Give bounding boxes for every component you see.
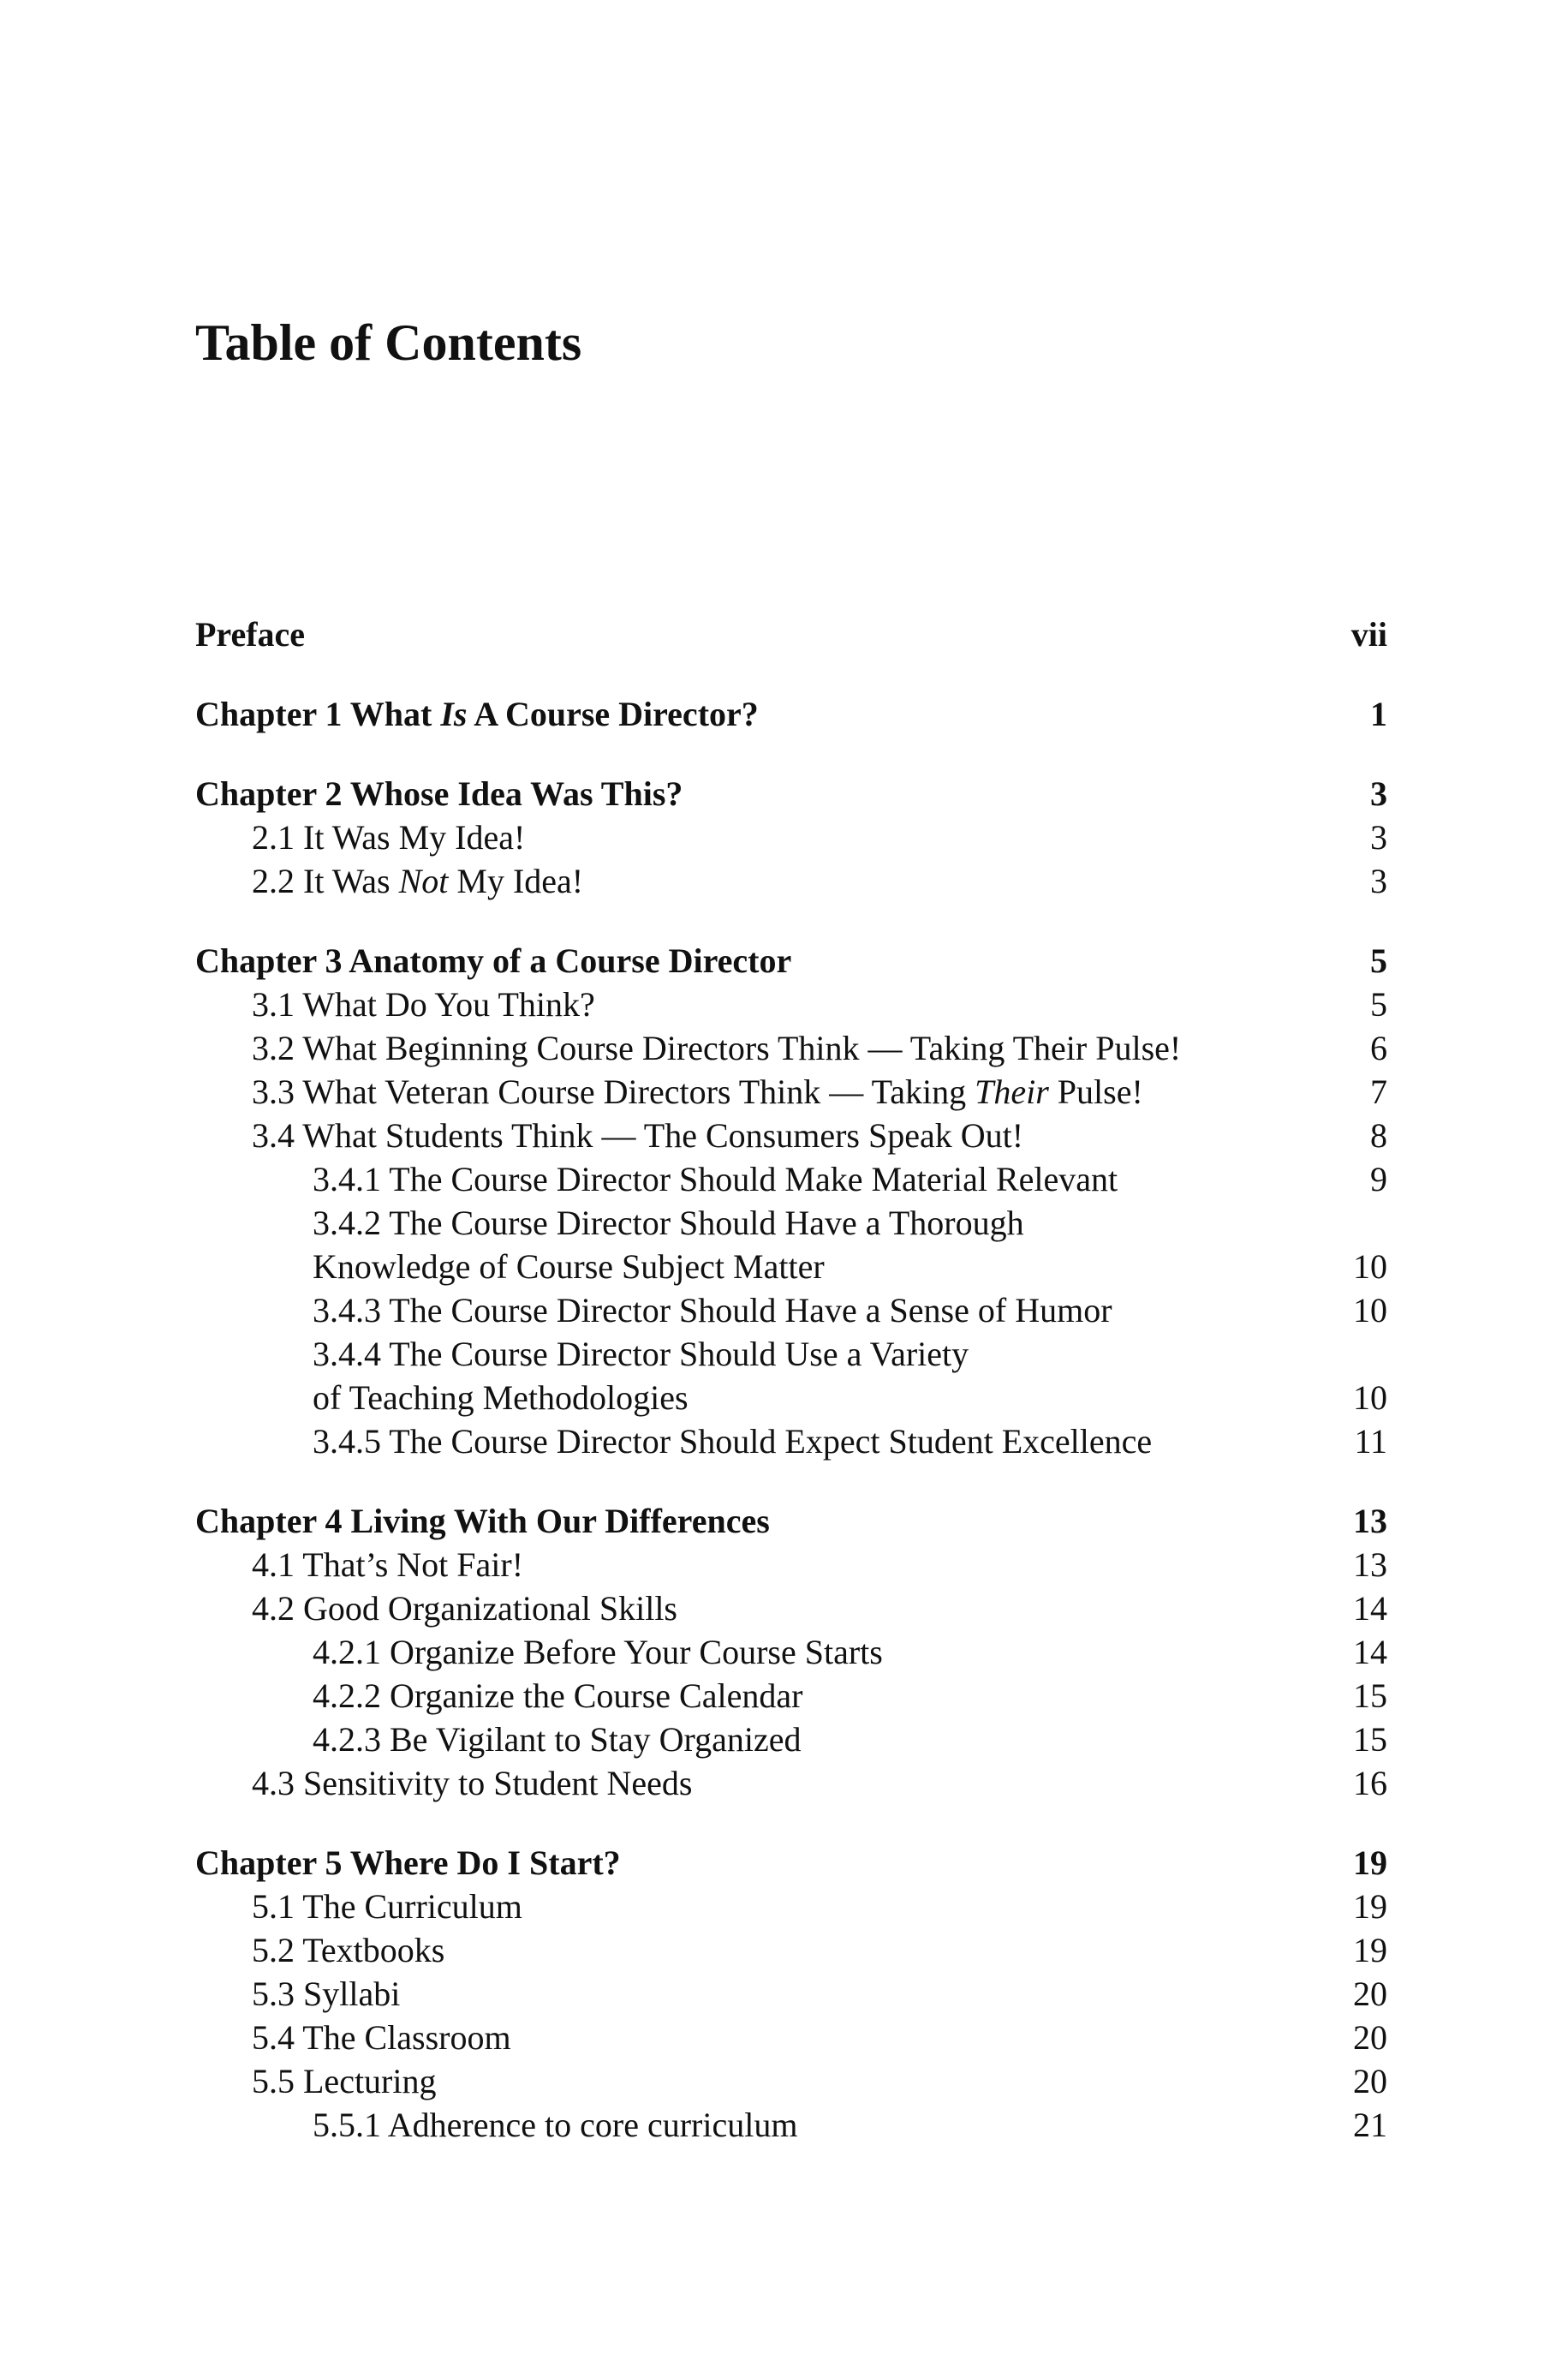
toc-section-entry [195, 1674, 1387, 1718]
toc-entry-title [313, 1422, 1152, 1461]
toc-section-entry [195, 2103, 1387, 2147]
toc-entry-title-text: Chapter 2 Whose Idea Was This? [195, 774, 683, 813]
toc-section-entry [195, 1543, 1387, 1586]
toc-entry-title-text: of Teaching Methodologies [313, 1378, 689, 1417]
toc-entry-title [313, 1676, 802, 1715]
toc-entry-title-text: A Course Director? [467, 695, 759, 733]
toc-section-entry [195, 1157, 1387, 1201]
toc-entry-title-text: 4.3 Sensitivity to Student Needs [252, 1764, 693, 1802]
page-title: Table of Contents [195, 314, 582, 371]
toc-section-entry [195, 1885, 1387, 1928]
toc-page-number: 19 [1353, 1887, 1387, 1926]
toc-page-number: 10 [1353, 1247, 1387, 1286]
toc-section-entry [195, 1761, 1387, 1805]
toc-entry-title-italic: Is [440, 695, 468, 733]
toc-page-number: 20 [1353, 2062, 1387, 2100]
toc-entry-title [252, 1029, 1181, 1067]
toc-section-entry [195, 1026, 1387, 1070]
toc-entry-title-text: 3.4.1 The Course Director Should Make Material Relevant [313, 1160, 1118, 1198]
toc-entry-title-text: 2.2 It Was [252, 862, 399, 900]
toc-section-entry [195, 1419, 1387, 1463]
toc-entry-title [313, 1335, 969, 1373]
toc-chapter-entry [195, 692, 1387, 736]
toc-entry-title-text: 5.4 The Classroom [252, 2018, 511, 2057]
toc-page-number: 14 [1353, 1589, 1387, 1628]
toc-chapter-entry [195, 772, 1387, 816]
toc-section-entry [195, 1245, 1387, 1288]
toc-entry-title [313, 1204, 1024, 1242]
toc-page-number: 20 [1353, 1975, 1387, 2013]
toc-page-number: 9 [1370, 1160, 1387, 1198]
toc-entry-title-text: 4.2.1 Organize Before Your Course Starts [313, 1633, 883, 1671]
toc-entry-title [313, 1378, 689, 1417]
toc-entry-title [195, 1843, 621, 1882]
toc-entry-title [252, 1975, 400, 2013]
toc-page-number: 21 [1353, 2106, 1387, 2144]
toc-entry-title [252, 818, 525, 857]
toc-entry-title [195, 774, 683, 813]
toc-entry-title-text: Knowledge of Course Subject Matter [313, 1247, 825, 1286]
toc-page-number: 5 [1370, 941, 1387, 980]
toc-entry-title [313, 1247, 825, 1286]
toc-section-entry [195, 1070, 1387, 1114]
toc-entry-title-text: 3.2 What Beginning Course Directors Think — Taking Their Pulse! [252, 1029, 1182, 1067]
toc-section-entry [195, 1332, 1387, 1376]
toc-entry-title [313, 1633, 883, 1671]
toc-entry-title-text: Pulse! [1048, 1072, 1143, 1111]
toc-entry-title-text: 5.5.1 Adherence to core curriculum [313, 2106, 798, 2144]
toc-entry-title-text: 3.4 What Students Think — The Consumers Speak Out! [252, 1116, 1024, 1155]
toc-page-number: 14 [1353, 1633, 1387, 1671]
toc-section-entry [195, 1201, 1387, 1245]
toc-entry-title-italic: Not [398, 862, 449, 900]
toc-entry-title-text: 5.5 Lecturing [252, 2062, 437, 2100]
toc-entry-title [252, 1545, 523, 1584]
toc-page-number: 10 [1353, 1378, 1387, 1417]
toc-page-number: 7 [1370, 1072, 1387, 1111]
toc-page-number: 15 [1353, 1676, 1387, 1715]
toc-section-entry [195, 859, 1387, 903]
toc-entry-title [252, 862, 583, 900]
toc-page-number: 19 [1353, 1931, 1387, 1969]
toc-entry-title-text: 3.4.2 The Course Director Should Have a Thorough [313, 1204, 1024, 1242]
toc-entry-title [195, 941, 791, 980]
toc-section-entry [195, 1376, 1387, 1419]
toc-page-number: 5 [1370, 985, 1387, 1024]
toc-entry-title-text: Chapter 1 What [195, 695, 441, 733]
toc-section-entry [195, 816, 1387, 859]
toc-entry-title-text: 3.4.4 The Course Director Should Use a Variety [313, 1335, 969, 1373]
toc-page-number: 11 [1354, 1422, 1387, 1461]
toc-entry-title [195, 1502, 770, 1540]
toc-section-entry [195, 1586, 1387, 1630]
toc-entry-title-text: Preface [195, 615, 306, 654]
toc-page-number: 6 [1370, 1029, 1387, 1067]
toc-page-number: 19 [1353, 1843, 1387, 1882]
toc-section-entry [195, 1114, 1387, 1157]
toc-chapter-entry [195, 1499, 1387, 1543]
toc-entry-title [195, 615, 305, 654]
toc-entry-title [195, 695, 759, 733]
toc-entry-title-text: 3.3 What Veteran Course Directors Think — Taking [252, 1072, 975, 1111]
toc-chapter-entry [195, 939, 1387, 983]
toc-entry-title-text: 4.2 Good Organizational Skills [252, 1589, 677, 1628]
toc-entry-title [313, 1160, 1118, 1198]
toc-page-number: 13 [1353, 1545, 1387, 1584]
toc-entry-title [252, 1589, 677, 1628]
toc-page-number: 16 [1353, 1764, 1387, 1802]
toc-entry-title-text: 2.1 It Was My Idea! [252, 818, 526, 857]
toc-chapter-entry [195, 612, 1387, 656]
toc-entry-title [252, 2018, 511, 2057]
toc-chapter-entry [195, 1841, 1387, 1885]
toc-section-entry [195, 1718, 1387, 1761]
toc-entry-title [252, 1116, 1023, 1155]
toc-entry-title [313, 1291, 1112, 1329]
toc-page-number: 3 [1370, 818, 1387, 857]
toc-entry-title-text: 4.2.3 Be Vigilant to Stay Organized [313, 1720, 802, 1759]
toc-entry-title-italic: Their [975, 1072, 1049, 1111]
toc-entry-title-text: 4.1 That’s Not Fair! [252, 1545, 524, 1584]
toc-entry-title [313, 1720, 802, 1759]
toc-entry-title-text: 3.4.3 The Course Director Should Have a Sense of Humor [313, 1291, 1112, 1329]
table-of-contents [195, 612, 1387, 2147]
toc-entry-title-text: Chapter 5 Where Do I Start? [195, 1843, 621, 1882]
toc-page-number: 8 [1370, 1116, 1387, 1155]
toc-entry-title [313, 2106, 797, 2144]
toc-entry-title [252, 1931, 444, 1969]
toc-entry-title-text: 5.2 Textbooks [252, 1931, 445, 1969]
toc-section-entry [195, 1928, 1387, 1972]
toc-entry-title [252, 1764, 692, 1802]
toc-entry-title [252, 2062, 437, 2100]
toc-entry-title [252, 1072, 1143, 1111]
toc-entry-title [252, 985, 595, 1024]
toc-entry-title-text: Chapter 3 Anatomy of a Course Director [195, 941, 792, 980]
toc-section-entry [195, 2016, 1387, 2059]
toc-page-number: 3 [1370, 774, 1387, 813]
toc-page-number: 1 [1370, 695, 1387, 733]
toc-section-entry [195, 1972, 1387, 2016]
toc-page-number: 3 [1370, 862, 1387, 900]
toc-section-entry [195, 1288, 1387, 1332]
toc-section-entry [195, 2059, 1387, 2103]
toc-page-number: 10 [1353, 1291, 1387, 1329]
toc-entry-title-text: Chapter 4 Living With Our Differences [195, 1502, 770, 1540]
toc-entry-title-text: 5.1 The Curriculum [252, 1887, 522, 1926]
toc-page-number: 13 [1353, 1502, 1387, 1540]
toc-entry-title-text: 4.2.2 Organize the Course Calendar [313, 1676, 803, 1715]
toc-page-number: 15 [1353, 1720, 1387, 1759]
toc-section-entry [195, 983, 1387, 1026]
toc-page-number: 20 [1353, 2018, 1387, 2057]
toc-entry-title-text: 5.3 Syllabi [252, 1975, 401, 2013]
toc-entry-title [252, 1887, 522, 1926]
toc-entry-title-text: 3.1 What Do You Think? [252, 985, 595, 1024]
toc-entry-title-text: My Idea! [448, 862, 584, 900]
toc-entry-title-text: 3.4.5 The Course Director Should Expect Student Excellence [313, 1422, 1153, 1461]
toc-page-number: vii [1350, 615, 1387, 654]
toc-section-entry [195, 1630, 1387, 1674]
